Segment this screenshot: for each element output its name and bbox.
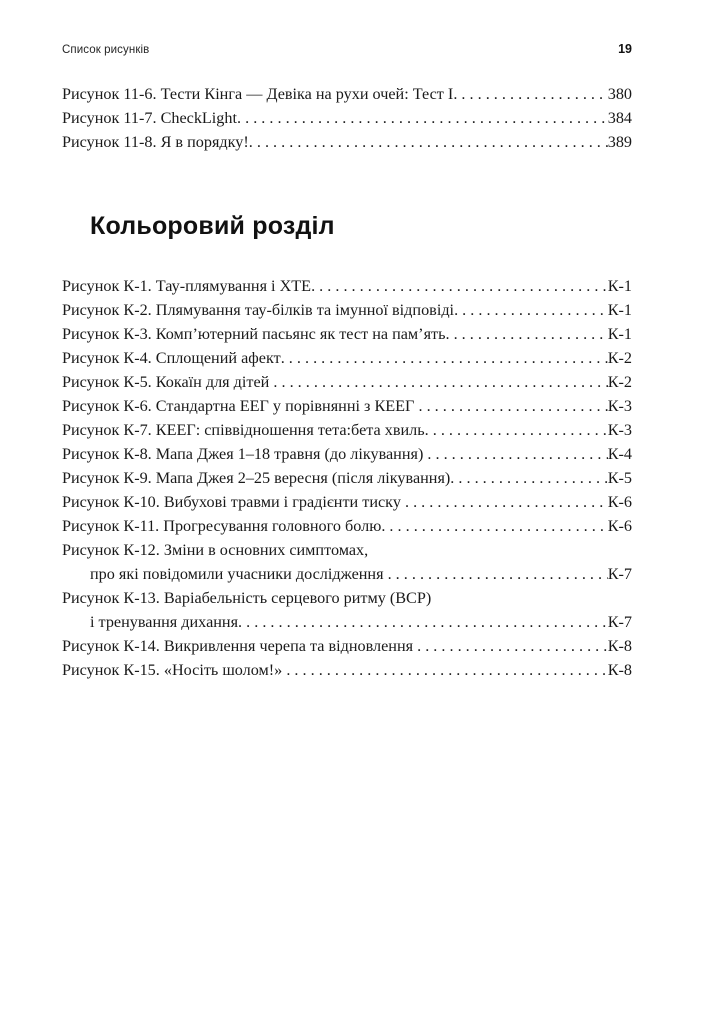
figure-entry	[62, 370, 632, 394]
figure-entry-page: 389	[607, 133, 632, 151]
figure-entry-title: Рисунок К-7. КЕЕГ: співвідношення тета:бета хвиль	[62, 421, 425, 439]
figure-entry-line	[62, 106, 632, 130]
figure-entry	[62, 130, 632, 154]
figure-entry-page: К-2	[607, 373, 632, 391]
dot-leader	[453, 82, 607, 106]
figure-entry	[62, 490, 632, 514]
figure-entry	[62, 106, 632, 130]
figure-entry	[62, 418, 632, 442]
figure-entry-page: 384	[607, 109, 632, 127]
figure-entry-page: 380	[607, 85, 632, 103]
figure-entry-title: Рисунок К-11. Прогресування головного болю	[62, 517, 382, 535]
figure-entry	[62, 634, 632, 658]
figure-entry-page: К-6	[607, 517, 632, 535]
figure-list-color-section	[62, 274, 632, 682]
figure-entry-line	[62, 634, 632, 658]
dot-leader	[388, 562, 608, 586]
figure-entry-page: К-4	[607, 445, 632, 463]
figure-entry-line	[62, 418, 632, 442]
section-heading: Кольоровий розділ	[90, 212, 335, 240]
figure-entry-line	[62, 274, 632, 298]
figure-entry-title: Рисунок К-14. Викривлення черепа та відновлення	[62, 637, 418, 655]
figure-entry-line	[62, 490, 632, 514]
dot-leader	[450, 466, 607, 490]
figure-entry	[62, 442, 632, 466]
figure-entry-title: Рисунок К-5. Кокаїн для дітей	[62, 373, 274, 391]
dot-leader	[237, 106, 608, 130]
figure-entry-title: Рисунок К-12. Зміни в основних симптомах,	[62, 541, 369, 559]
figure-entry-title: Рисунок К-13. Варіабельність серцевого ритму (ВСР)	[62, 589, 432, 607]
figure-entry-line	[62, 130, 632, 154]
figure-entry	[62, 658, 632, 682]
figure-entry	[62, 514, 632, 538]
figure-entry-page: К-3	[607, 421, 632, 439]
figure-entry-title: Рисунок К-9. Мапа Джея 2–25 вересня (після лікування)	[62, 469, 451, 487]
figure-entry	[62, 346, 632, 370]
figure-entry	[62, 274, 632, 298]
dot-leader	[281, 346, 608, 370]
dot-leader	[427, 442, 607, 466]
figure-entry-line	[62, 298, 632, 322]
dot-leader	[381, 514, 607, 538]
figure-entry-title: Рисунок 11-7. CheckLight	[62, 109, 237, 127]
figure-entry-page: К-3	[607, 397, 632, 415]
figure-entry-page: К-1	[607, 277, 632, 295]
figure-entry-title: Рисунок К-3. Комп’ютерний пасьянс як тест на пам’ять	[62, 325, 446, 343]
figure-entry-title: Рисунок К-8. Мапа Джея 1–18 травня (до лікування)	[62, 445, 428, 463]
figure-entry-page: К-2	[607, 349, 632, 367]
figure-entry-line	[62, 514, 632, 538]
figure-entry	[62, 394, 632, 418]
figure-list-chapter-11	[62, 82, 632, 154]
figure-entry-page: К-6	[607, 493, 632, 511]
page-number: 19	[618, 42, 632, 56]
figure-entry	[62, 466, 632, 490]
figure-entry	[62, 586, 632, 634]
figure-entry-line	[62, 442, 632, 466]
figure-entry-title-continued: про які повідомили учасники дослідження	[90, 565, 388, 583]
figure-entry	[62, 538, 632, 586]
figure-entry-title: Рисунок К-2. Плямування тау-білків та імунної відповіді	[62, 301, 455, 319]
figure-entry	[62, 82, 632, 106]
figure-entry-line	[62, 82, 632, 106]
running-head	[62, 42, 632, 60]
figure-entry-line	[62, 346, 632, 370]
figure-entry-line	[62, 466, 632, 490]
figure-entry-page: К-7	[607, 565, 632, 583]
dot-leader	[286, 658, 607, 682]
figure-entry-page: К-1	[607, 301, 632, 319]
figure-entry-line	[62, 394, 632, 418]
figure-entry-page: К-7	[607, 613, 632, 631]
figure-entry-title: Рисунок 11-6. Тести Кінга — Девіка на рухи очей: Тест I	[62, 85, 454, 103]
figure-entry-page: К-8	[607, 637, 632, 655]
figure-entry-title-continued: і тренування дихання	[90, 613, 239, 631]
figure-entry-line	[62, 658, 632, 682]
figure-entry	[62, 298, 632, 322]
dot-leader	[454, 298, 608, 322]
figure-entry	[62, 322, 632, 346]
dot-leader	[311, 274, 608, 298]
dot-leader	[238, 610, 608, 634]
dot-leader	[405, 490, 608, 514]
figure-entry-title: Рисунок 11-8. Я в порядку!	[62, 133, 249, 151]
figure-entry-title: Рисунок К-4. Сплощений афект	[62, 349, 281, 367]
figure-entry-line	[62, 586, 632, 610]
figure-entry-title: Рисунок К-15. «Носіть шолом!»	[62, 661, 287, 679]
figure-entry-line	[62, 322, 632, 346]
figure-entry-page: К-1	[607, 325, 632, 343]
dot-leader	[425, 418, 608, 442]
figure-entry-line	[62, 610, 632, 634]
running-head-title: Список рисунків	[62, 44, 150, 56]
figure-entry-title: Рисунок К-6. Стандартна ЕЕГ у порівнянні з КЕЕГ	[62, 397, 419, 415]
figure-entry-line	[62, 562, 632, 586]
dot-leader	[417, 634, 608, 658]
figure-entry-page: К-5	[607, 469, 632, 487]
dot-leader	[418, 394, 607, 418]
figure-entry-line	[62, 370, 632, 394]
figure-entry-title: Рисунок К-1. Тау-плямування і ХТЕ	[62, 277, 312, 295]
figure-entry-line	[62, 538, 632, 562]
figure-entry-page: К-8	[607, 661, 632, 679]
figure-entry-title: Рисунок К-10. Вибухові травми і градієнти тиску	[62, 493, 405, 511]
dot-leader	[273, 370, 607, 394]
dot-leader	[249, 130, 608, 154]
dot-leader	[445, 322, 607, 346]
